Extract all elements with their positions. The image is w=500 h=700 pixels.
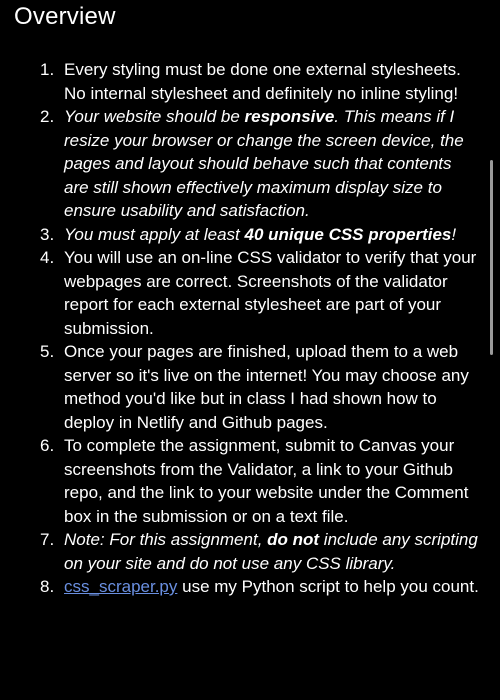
item-text [64,225,456,244]
item-text-part: Your website should be [64,107,245,126]
emphasis-text: do not [267,530,320,549]
item-number: 6. [40,436,55,455]
item-text-part: include any scripting on your site and do not use any CSS library. [64,530,478,573]
item-text [64,107,464,220]
item-text-part: Note: For this assignment, [64,530,268,549]
item-number: 7. [40,530,55,549]
requirements-list [0,58,486,599]
list-item [0,58,486,105]
item-text-part: . This means if I resize your browser or change the screen device, the pages and layout should behave such that contents are still shown effectively maximum display size to ensure usability and satisfaction. [64,107,464,220]
list-item [0,575,486,599]
emphasis-text: responsive [244,107,335,126]
item-text: To complete the assignment, submit to Canvas your screenshots from the Validator, a link to your Github repo, and the link to your website under the Comment box in the submission or on a text file. [64,436,469,526]
item-text: Every styling must be done one external stylesheets. No internal stylesheet and definitely no inline styling! [64,60,461,103]
scrollbar[interactable] [490,160,493,355]
list-item [0,246,486,340]
item-number: 1. [40,60,55,79]
item-text: You will use an on-line CSS validator to verify that your webpages are correct. Screenshots of the validator report for each external stylesheet are part of your submission. [64,248,477,338]
item-text-part: You must apply at least [64,224,245,244]
item-text: Once your pages are finished, upload them to a web server so it's live on the internet! You may choose any method you'd like but in class I had shown how to deploy in Netlify and Github pages. [64,342,469,432]
item-text: use my Python script to help you count. [177,577,479,596]
emphasis-text: 40 unique CSS properties [244,224,452,244]
list-item [0,223,486,247]
item-text [64,530,478,573]
item-number: 5. [40,342,55,361]
item-number: 4. [40,248,55,267]
list-item [0,528,486,575]
script-link[interactable]: css_scraper.py [64,577,178,596]
list-item [0,340,486,434]
item-text-part: ! [451,224,457,244]
item-number: 3. [40,224,55,244]
item-number: 2. [40,107,55,126]
item-number: 8. [40,577,55,596]
list-item [0,105,486,223]
page-title: Overview [14,3,116,30]
list-item [0,434,486,528]
